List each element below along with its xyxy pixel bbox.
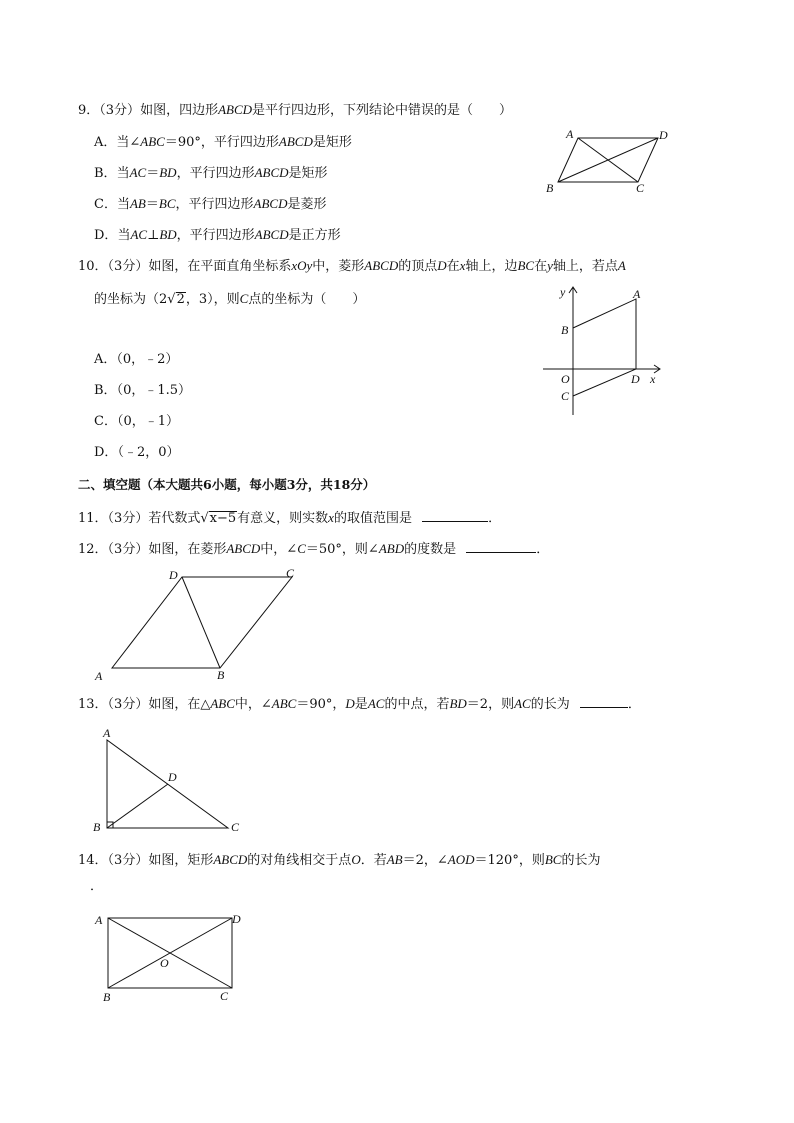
option-letter: D． bbox=[94, 445, 118, 460]
midpoint-d-label: D bbox=[168, 770, 177, 784]
q11-stem bbox=[78, 508, 501, 528]
stem-text: 轴上，边 bbox=[465, 259, 518, 274]
q11-score: （3分） bbox=[107, 511, 149, 526]
stem-text: 中，∠ bbox=[260, 542, 298, 557]
sqrt-symbol: √ bbox=[200, 511, 209, 526]
option-math: BC bbox=[158, 196, 176, 211]
option-math: AC bbox=[130, 227, 148, 242]
stem-math: O bbox=[351, 852, 361, 867]
stem-text: ＝2，则 bbox=[466, 697, 515, 712]
stem-math: AC bbox=[514, 696, 531, 711]
option-text: （0，﹣2） bbox=[116, 352, 179, 367]
section-two-heading: 二、填空题（本大题共6小题，每小题3分，共18分） bbox=[78, 477, 376, 492]
q9-option-c[interactable] bbox=[94, 195, 326, 214]
vertex-c-label: C bbox=[231, 820, 240, 834]
stem-math: ABCD bbox=[213, 852, 248, 867]
vertex-d-label: D bbox=[659, 128, 668, 142]
q9-option-d[interactable] bbox=[94, 226, 341, 245]
vertex-d-label: D bbox=[631, 372, 640, 386]
q9-stem-text: 如图，四边形 bbox=[140, 103, 219, 118]
option-text: ，平行四边形 bbox=[175, 197, 254, 212]
option-text: 是菱形 bbox=[287, 197, 327, 212]
sqrt-radicand: 2 bbox=[176, 292, 185, 307]
option-math: ABC bbox=[140, 134, 165, 149]
option-math: ABCD bbox=[253, 196, 288, 211]
stem-text: ． bbox=[536, 542, 550, 557]
center-o-label: O bbox=[160, 956, 169, 970]
vertex-b-label: B bbox=[93, 820, 101, 834]
sqrt-symbol: √ bbox=[167, 292, 176, 307]
vertex-c-label: C bbox=[286, 566, 295, 580]
option-text: ，平行四边形 bbox=[176, 166, 255, 181]
q9-parallelogram-figure bbox=[540, 125, 680, 197]
axis-y-label: y bbox=[560, 285, 566, 299]
option-letter: C． bbox=[94, 197, 117, 212]
diagonal-bd bbox=[182, 577, 220, 668]
q9-number: 9． bbox=[78, 103, 100, 118]
stem-text: 如图，矩形 bbox=[148, 853, 214, 868]
stem-text: 在 bbox=[534, 259, 548, 274]
q14-stem bbox=[78, 851, 600, 870]
stem-text: ＝2，∠ bbox=[402, 853, 448, 868]
stem-math: y bbox=[547, 258, 553, 273]
answer-blank[interactable] bbox=[422, 508, 488, 522]
stem-text: 的中点，若 bbox=[384, 697, 450, 712]
option-text: 是正方形 bbox=[288, 228, 341, 243]
stem-text: 中，∠ bbox=[234, 697, 272, 712]
answer-blank[interactable] bbox=[580, 694, 628, 708]
option-math: ABCD bbox=[278, 134, 313, 149]
stem-text: 如图，在平面直角坐标系 bbox=[148, 259, 292, 274]
q10-stem-line1 bbox=[78, 257, 626, 276]
q11-number: 11． bbox=[78, 511, 108, 526]
vertex-a-label: A bbox=[95, 913, 103, 927]
stem-text: 点的坐标为（ ） bbox=[248, 292, 366, 307]
option-text: （﹣2，0） bbox=[117, 445, 180, 460]
vertex-a-label: A bbox=[566, 127, 574, 141]
stem-math: ABCD bbox=[226, 541, 261, 556]
origin-label: O bbox=[561, 372, 570, 386]
stem-text: 的坐标为（2 bbox=[94, 292, 168, 307]
stem-text: 的度数是 bbox=[404, 542, 457, 557]
q10-option-d[interactable] bbox=[94, 444, 179, 462]
stem-math: x bbox=[328, 510, 334, 525]
q10-option-b[interactable] bbox=[94, 382, 191, 400]
q9-option-b[interactable] bbox=[94, 164, 328, 183]
q10-stem-line2 bbox=[94, 290, 365, 309]
stem-text: 若代数式 bbox=[148, 511, 201, 526]
q14-score: （3分） bbox=[107, 853, 149, 868]
axis-x-label: x bbox=[650, 372, 656, 386]
stem-text: ． bbox=[627, 697, 641, 712]
stem-math: BD bbox=[449, 696, 467, 711]
stem-text: 轴上，若点 bbox=[552, 259, 618, 274]
q10-score: （3分） bbox=[107, 259, 149, 274]
option-text: ＝90°，平行四边形 bbox=[164, 135, 279, 150]
vertex-a-label: A bbox=[103, 726, 111, 740]
q12-stem bbox=[78, 539, 549, 559]
q12-rhombus-figure bbox=[92, 563, 312, 685]
stem-text: ． bbox=[488, 511, 502, 526]
diagonal-bd bbox=[558, 138, 658, 182]
stem-math: x bbox=[459, 258, 466, 273]
option-letter: A． bbox=[94, 352, 117, 367]
stem-text: 的顶点 bbox=[398, 259, 438, 274]
vertex-b-label: B bbox=[103, 990, 111, 1004]
option-text: （0，﹣1.5） bbox=[116, 383, 192, 398]
stem-math: D bbox=[437, 258, 447, 273]
q10-coordinate-figure bbox=[540, 283, 670, 418]
stem-math: A bbox=[617, 258, 626, 273]
stem-math: ABC bbox=[271, 696, 297, 711]
q13-number: 13． bbox=[78, 697, 108, 712]
q14-end-mark: ． bbox=[90, 879, 104, 894]
vertex-b-label: B bbox=[217, 668, 225, 682]
option-letter: C． bbox=[94, 414, 117, 429]
option-text: ，平行四边形 bbox=[176, 228, 255, 243]
rhombus-outline bbox=[112, 577, 292, 668]
q9-stem-text2: 是平行四边形，下列结论中错误的是（ ） bbox=[252, 103, 513, 118]
q10-option-c[interactable] bbox=[94, 413, 179, 431]
q12-score: （3分） bbox=[107, 542, 149, 557]
option-math: ABCD bbox=[254, 227, 289, 242]
stem-text: 是 bbox=[354, 697, 368, 712]
stem-math: xOy bbox=[291, 258, 313, 273]
q14-rectangle-figure bbox=[92, 908, 252, 1004]
stem-text: 的长为 bbox=[561, 853, 601, 868]
rhombus-side-dc bbox=[573, 369, 636, 396]
option-text: 当 bbox=[116, 197, 130, 212]
q10-number: 10． bbox=[78, 259, 108, 274]
vertex-c-label: C bbox=[561, 389, 570, 403]
stem-text: 的长为 bbox=[530, 697, 570, 712]
q13-stem bbox=[78, 694, 641, 714]
stem-text: 在 bbox=[446, 259, 460, 274]
option-math: ABCD bbox=[254, 165, 289, 180]
stem-text: ，3），则 bbox=[185, 292, 240, 307]
option-text: ＝ bbox=[146, 166, 160, 181]
option-math: BD bbox=[159, 227, 177, 242]
stem-text: ＝120°，则 bbox=[474, 853, 545, 868]
stem-text: 如图，在菱形 bbox=[148, 542, 227, 557]
q13-triangle-figure bbox=[90, 724, 250, 839]
option-letter: B． bbox=[94, 166, 117, 181]
median-bd bbox=[107, 784, 168, 828]
q12-number: 12． bbox=[78, 542, 108, 557]
stem-math: ABC bbox=[210, 696, 235, 711]
stem-math: C bbox=[297, 541, 306, 556]
stem-text: ＝50°，则∠ bbox=[305, 542, 379, 557]
option-text: 是矩形 bbox=[288, 166, 328, 181]
option-text: 是矩形 bbox=[312, 135, 352, 150]
stem-math: BC bbox=[517, 258, 535, 273]
stem-math: D bbox=[345, 696, 355, 711]
q9-stem-math: ABCD bbox=[218, 102, 253, 117]
rhombus-abd bbox=[573, 299, 636, 369]
stem-math: AOD bbox=[447, 852, 475, 867]
vertex-a-label: A bbox=[633, 287, 641, 301]
stem-math: BC bbox=[544, 852, 562, 867]
option-math: BD bbox=[159, 165, 177, 180]
stem-text: ．若 bbox=[360, 853, 387, 868]
vertex-d-label: D bbox=[169, 568, 178, 582]
stem-math: ABD bbox=[378, 541, 405, 556]
vertex-a-label: A bbox=[95, 669, 103, 683]
option-letter: A． bbox=[94, 135, 117, 150]
stem-text: ＝90°， bbox=[296, 697, 346, 712]
answer-blank[interactable] bbox=[466, 539, 536, 553]
q14-number: 14． bbox=[78, 853, 108, 868]
stem-math: AB bbox=[386, 852, 403, 867]
q13-score: （3分） bbox=[107, 697, 149, 712]
stem-text: 如图，在△ bbox=[148, 697, 211, 712]
option-text: 当∠ bbox=[116, 135, 141, 150]
option-text: 当 bbox=[116, 166, 130, 181]
stem-text: 的对角线相交于点 bbox=[247, 853, 352, 868]
vertex-b-label: B bbox=[561, 323, 569, 337]
option-letter: D． bbox=[94, 228, 118, 243]
q9-score: （3分） bbox=[99, 103, 141, 118]
q9-stem bbox=[78, 101, 512, 120]
stem-text: 有意义，则实数 bbox=[237, 511, 329, 526]
sqrt-radicand: x−5 bbox=[209, 511, 237, 526]
option-text: 当 bbox=[117, 228, 131, 243]
stem-math: AC bbox=[367, 696, 385, 711]
stem-math: C bbox=[239, 291, 249, 306]
option-math: AC bbox=[129, 165, 147, 180]
q10-option-a[interactable] bbox=[94, 351, 178, 369]
option-text: ⊥ bbox=[147, 228, 160, 243]
stem-text: 中，菱形 bbox=[312, 259, 365, 274]
vertex-b-label: B bbox=[546, 181, 554, 195]
stem-math: ABCD bbox=[364, 258, 399, 273]
vertex-c-label: C bbox=[636, 181, 645, 195]
option-math: AB bbox=[129, 196, 146, 211]
stem-text: 的取值范围是 bbox=[333, 511, 412, 526]
option-text: ＝ bbox=[145, 197, 159, 212]
vertex-c-label: C bbox=[220, 989, 229, 1003]
option-letter: B． bbox=[94, 383, 117, 398]
option-text: （0，﹣1） bbox=[116, 414, 179, 429]
vertex-d-label: D bbox=[232, 912, 241, 926]
q9-option-a[interactable] bbox=[94, 133, 352, 152]
